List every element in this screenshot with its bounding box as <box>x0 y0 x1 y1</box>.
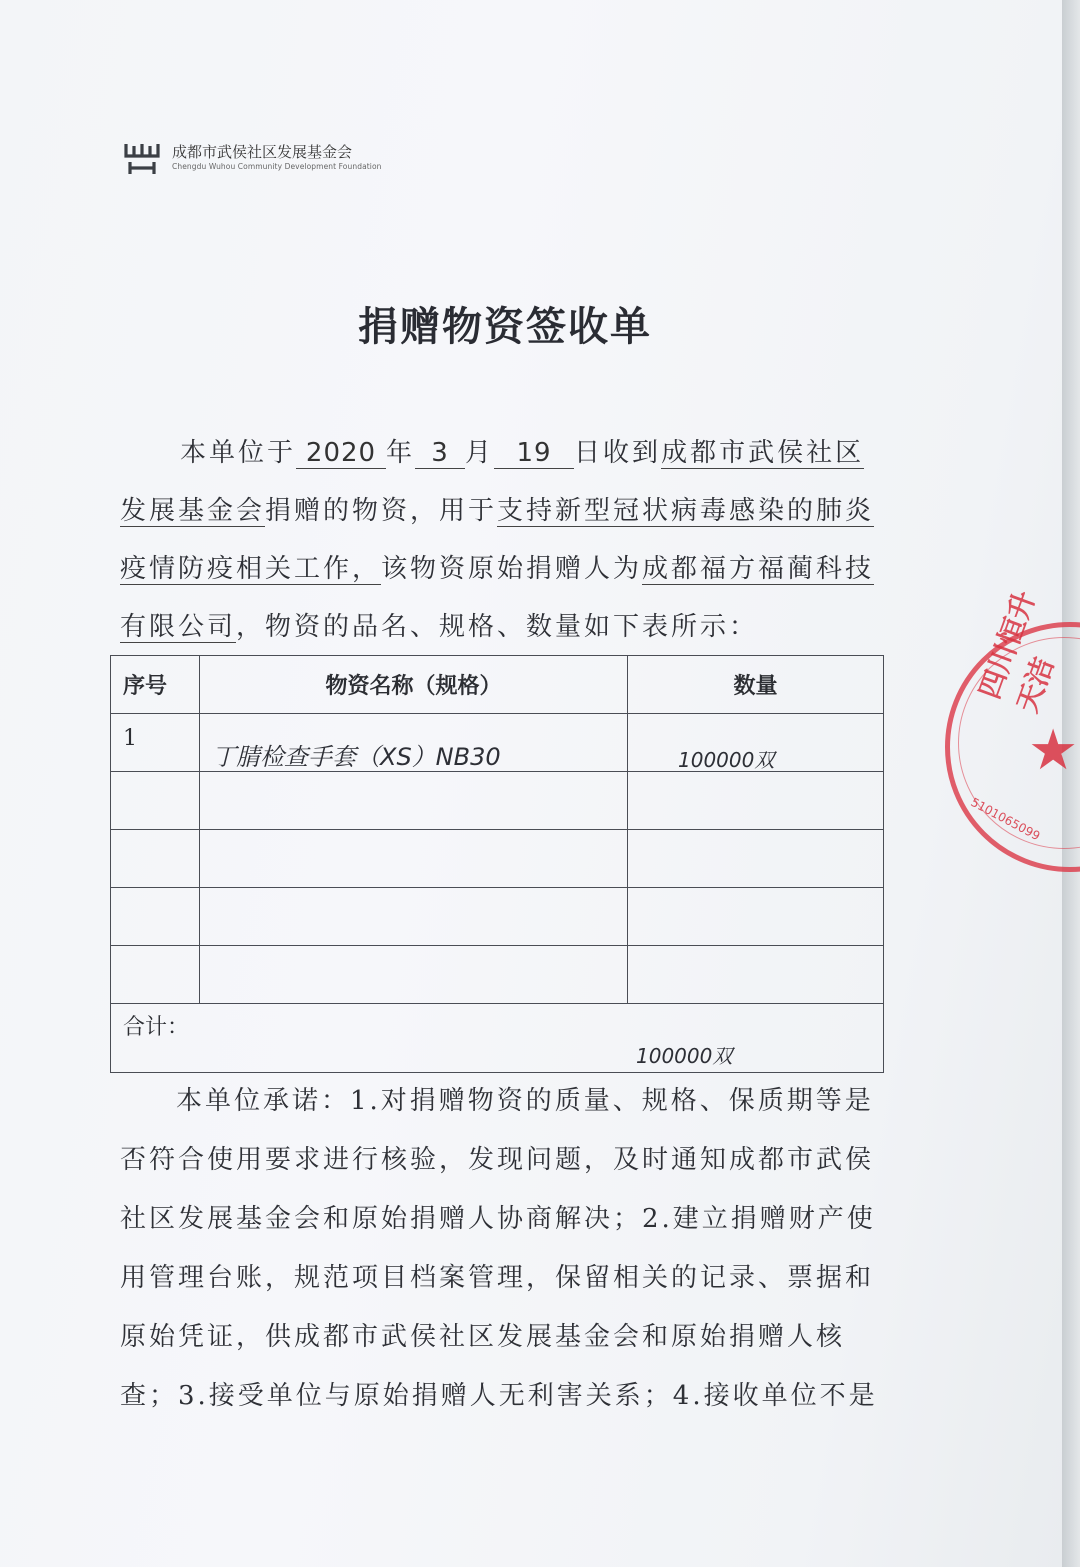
commitment-line: 原始凭证，供成都市武侯社区发展基金会和原始捐赠人核 <box>120 1322 846 1352</box>
row-serial <box>111 772 200 830</box>
goods-table <box>110 655 884 1073</box>
day-unit: 日收到 <box>574 438 662 468</box>
total-value: 100000双 <box>636 1044 733 1068</box>
purpose-line1: 支持新型冠状病毒感染的肺炎 <box>497 496 875 526</box>
header-quantity: 数量 <box>628 656 884 714</box>
foundation-name-en: Chengdu Wuhou Community Development Foundation <box>172 162 382 171</box>
foundation-logo-icon <box>122 140 162 178</box>
row-serial <box>111 888 200 946</box>
table-total-row <box>111 1004 884 1073</box>
intro-text-1: 本单位于 <box>180 438 297 468</box>
row-item-name <box>200 946 628 1004</box>
purpose-line2: 疫情防疫相关工作， <box>120 554 382 584</box>
header-item-name: 物资名称（规格） <box>200 656 628 714</box>
donor-org-line2: 发展基金会 <box>120 496 266 526</box>
row-serial <box>111 830 200 888</box>
row-item-cell <box>200 714 628 772</box>
year-unit: 年 <box>386 438 416 468</box>
row-qty-cell <box>628 714 884 772</box>
received-year: 2020 <box>296 438 386 469</box>
month-unit: 月 <box>465 438 495 468</box>
seal-text: 四川恒升天洁 <box>972 586 1061 717</box>
intro-text-4: ，物资的品名、规格、数量如下表所示： <box>236 612 759 642</box>
commitment-line: 查；3.接受单位与原始捐赠人无利害关系；4.接收单位不是 <box>120 1381 878 1411</box>
donor-org-line1: 成都市武侯社区 <box>661 438 865 468</box>
intro-text-3: 该物资原始捐赠人为 <box>381 554 643 584</box>
row-serial <box>111 946 200 1004</box>
row-quantity <box>628 888 884 946</box>
row-item-name: 丁腈检查手套（XS）NB30 <box>212 743 501 771</box>
row-quantity <box>628 772 884 830</box>
row-item-name <box>200 888 628 946</box>
row-serial: 1 <box>111 714 200 772</box>
table-row <box>111 830 884 888</box>
original-donor-line1: 成都福方福蔺科技 <box>642 554 875 584</box>
row-item-name <box>200 830 628 888</box>
row-quantity <box>628 830 884 888</box>
row-quantity: 100000双 <box>678 748 775 772</box>
commitment-line: 用管理台账，规范项目档案管理，保留相关的记录、票据和 <box>120 1263 875 1293</box>
original-donor-line2: 有限公司 <box>120 612 237 642</box>
total-label: 合计： <box>111 1004 884 1073</box>
header-serial: 序号 <box>111 656 200 714</box>
received-month: 3 <box>415 438 465 469</box>
table-row <box>111 772 884 830</box>
table-row <box>111 888 884 946</box>
table-header-row <box>111 656 884 714</box>
seal-number: 5101065099 <box>968 795 1043 844</box>
seal-star-icon: ★ <box>1028 718 1079 783</box>
commitment-line: 否符合使用要求进行核验，发现问题，及时通知成都市武侯 <box>120 1145 875 1175</box>
page-title: 捐赠物资签收单 <box>358 304 652 350</box>
row-item-name <box>200 772 628 830</box>
table-row <box>111 714 884 772</box>
commitment-line: 本单位承诺：1.对捐赠物资的质量、规格、保质期等是 <box>176 1086 874 1116</box>
received-day: 19 <box>494 438 574 469</box>
row-quantity <box>628 946 884 1004</box>
intro-text-2: 捐赠的物资，用于 <box>265 496 498 526</box>
foundation-name-cn: 成都市武侯社区发展基金会 <box>172 143 353 161</box>
commitment-line: 社区发展基金会和原始捐赠人协商解决；2.建立捐赠财产使 <box>120 1204 876 1234</box>
table-row <box>111 946 884 1004</box>
